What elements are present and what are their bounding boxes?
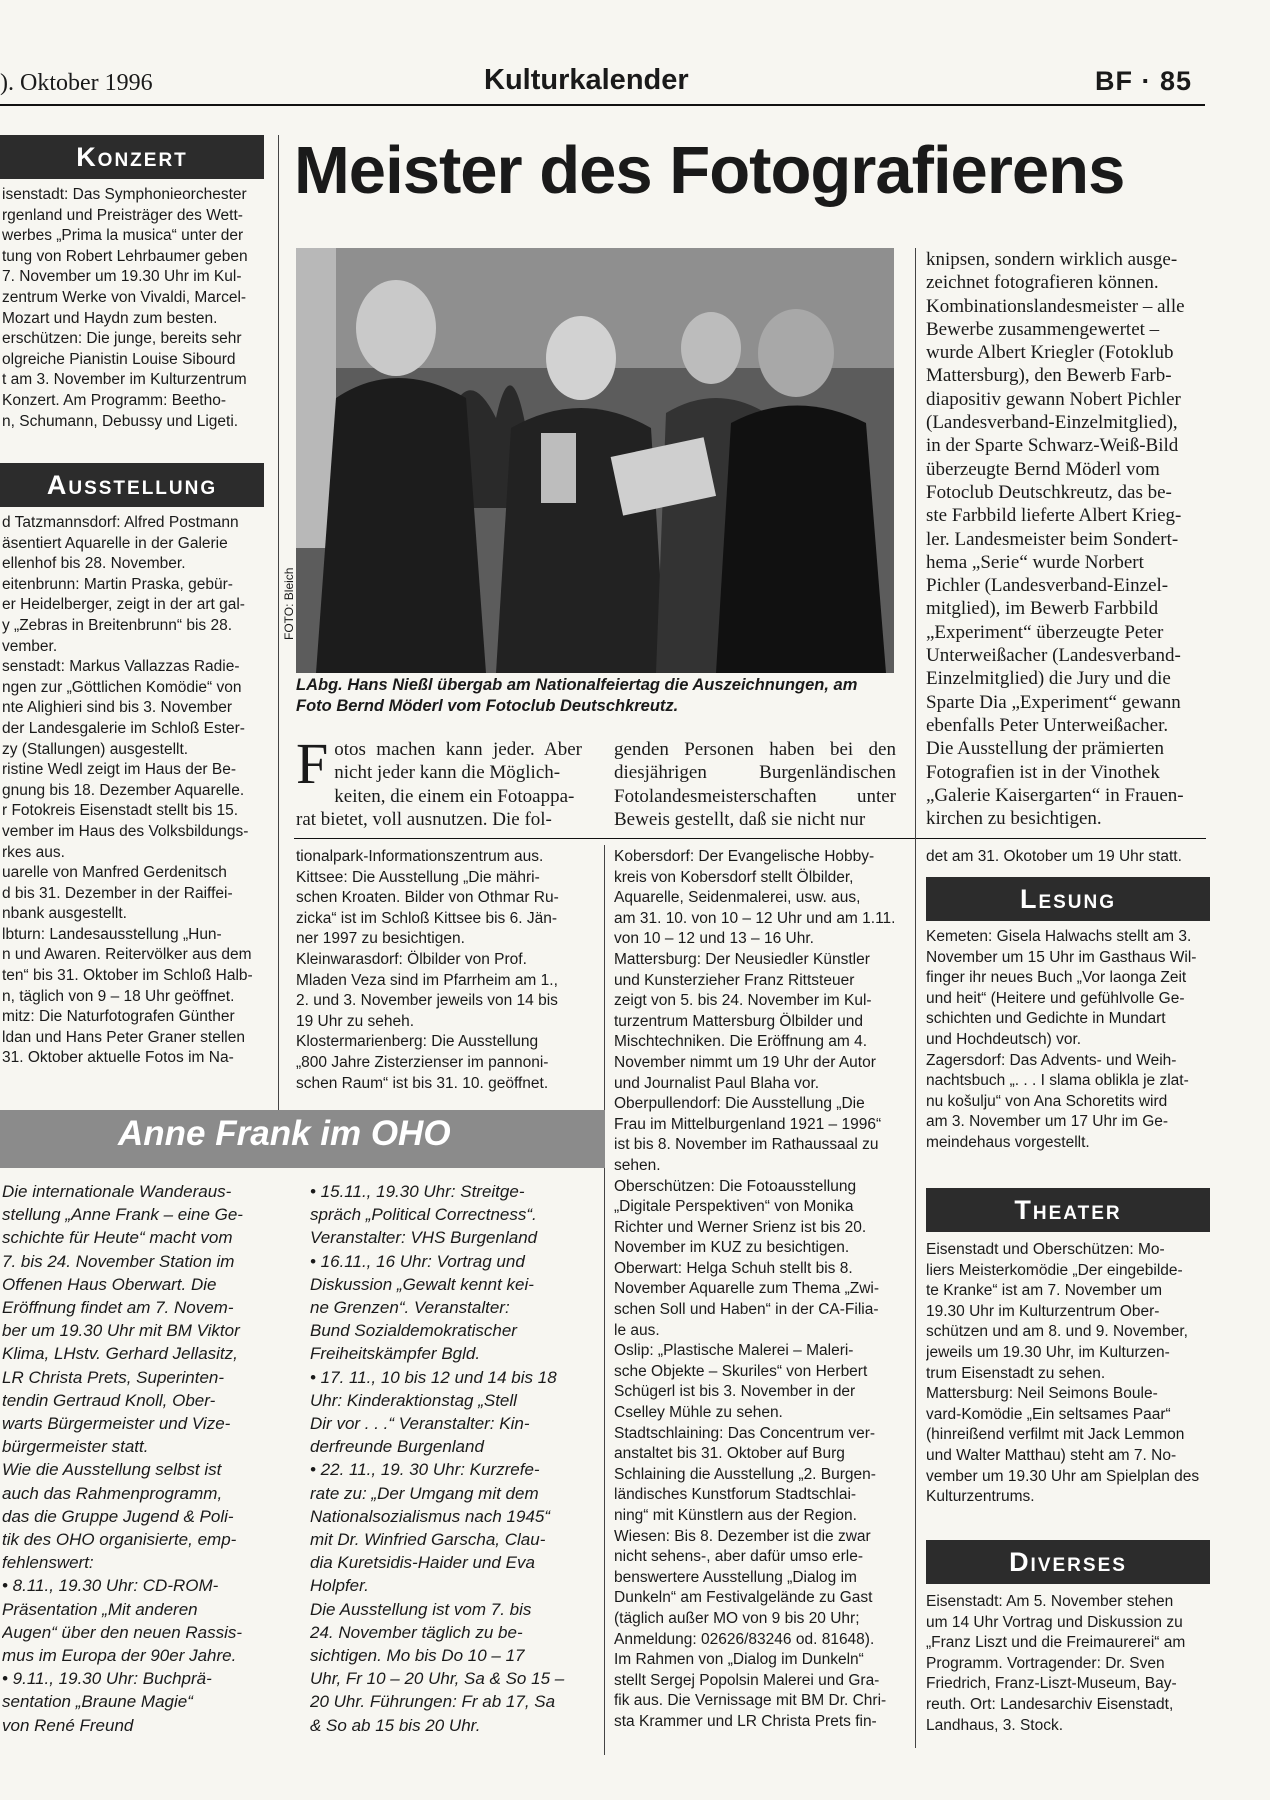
article-body-col1 — [296, 738, 582, 832]
konzert-text: isenstadt: Das Symphonieorchester rgenland und Preisträger des Wett- werbes „Prima la musica“ unter der tung von Robert Lehrbaumer geben 7. November um 19.30 Uhr im Kul- zentrum Werke von Vivaldi, Marcel- Mozart und Haydn zum besten. erschützen: Die junge, bereits sehr olgreiche Pianistin Louise Sibourd t am 3. November im Kulturzentrum Konzert. Am Programm: Beetho- n, Schumann, Debussy und Ligeti. — [2, 186, 248, 430]
listing-col-a: tionalpark-Informationszentrum aus. Kittsee: Die Ausstellung „Die mähri- schen Kroaten. Bilder von Othmar Ru- zicka“ ist im Schloß Kittsee bis 6. Jän- ner 1997 zu besichtigen. Kleinwarasdorf: Ölbilder von Prof. Mladen Veza sind im Pfarrheim am 1., 2. und 3. November jeweils von 14 bis 19 Uhr zu seheh. Klostermarienberg: Die Ausstellung „800 Jahre Zisterzienser im pannoni- schen Raum“ ist bis 31. 10. geöffnet. — [296, 848, 559, 1092]
konzert-heading: Konzert — [0, 135, 264, 179]
diverses-text: Eisenstadt: Am 5. November stehen um 14 Uhr Vortrag und Diskussion zu „Franz Liszt und die Freimaurerei“ am Programm. Vortragender: Dr. Sven Friedrich, Franz-Liszt-Museum, Bay- reuth. Ort: Landesarchiv Eisenstadt, Landhaus, 3. Stock. — [926, 1593, 1186, 1734]
anne-frank-col2: • 15.11., 19.30 Uhr: Streitge- spräch „Political Correctness“. Veranstalter: VHS Burgenland • 16.11., 16 Uhr: Vortrag und Diskussion „Gewalt kennt kei- ne Grenzen“. Veranstalter: Bund Sozialdemokratischer Freiheitskämpfer Bgld. • 17. 11., 10 bis 12 und 14 bis 18 Uhr: Kinderaktionstag „Stell Dir vor . . .“ Veranstalter: Kin- derfreunde Burgenland • 22. 11., 19. 30 Uhr: Kurzrefe- rate zu: „Der Umgang mit dem Nationalsozialismus nach 1945“ mit Dr. Winfried Garscha, Clau- dia Kuretsidis-Haider und Eva Holpfer. Die Ausstellung ist vom 7. bis 24. November täglich zu be- sichtigen. Mo bis Do 10 – 17 Uhr, Fr 10 – 20 Uhr, Sa & So 15 – 20 Uhr. Führungen: Fr ab 17, Sa & So ab 15 bis 20 Uhr. — [310, 1182, 565, 1735]
award-photo — [296, 248, 894, 673]
page-number: BF · 85 — [1095, 66, 1193, 96]
article-headline: Meister des Fotografierens — [294, 133, 1125, 208]
anne-frank-title: Anne Frank im OHO — [118, 1114, 451, 1153]
photo-credit: FOTO: Bleich — [282, 567, 296, 640]
column-divider — [604, 845, 605, 1755]
article-dropcap: F — [296, 738, 329, 796]
lesung-text: Kemeten: Gisela Halwachs stellt am 3. November um 15 Uhr im Gasthaus Wil- finger ihr neues Buch „Vor laonga Zeit und heit“ (Heitere und gefühlvolle Ge- schichten und Gedichte in Mundart und Hochdeutsch) vor. Zagersdorf: Das Advents- und Weih- nachtsbuch „. . . I slama oblikla je zlat- nu košulju“ von Ana Schoretits wird am 3. November um 17 Uhr im Ge- meindehaus vorgestellt. — [926, 928, 1197, 1151]
issue-date: ). Oktober 1996 — [0, 70, 153, 96]
article-body-col3: knipsen, sondern wirklich ausge- zeichnet fotografieren können. Kombinationslandesmeister – alle Bewerbe zusammengewertet – wurde Albert Kriegler (Fotoklub Mattersburg), den Bewerb Farb- diapositiv gewann Nobert Pichler (Landesverband-Einzelmitglied), in der Sparte Schwarz-Weiß-Bild überzeugte Bernd Möderl vom Fotoclub Deutschkreutz, das be- ste Farbbild lieferte Albert Krieg- ler. Landesmeister beim Sondert- hema „Serie“ wurde Norbert Pichler (Landesverband-Einzel- mitglied), im Bewerb Farbbild „Experiment“ überzeugte Peter Unterweißacher (Landesverband- Einzelmitglied) die Jury und die Sparte Dia „Experiment“ gewann ebenfalls Peter Unterweißacher. Die Ausstellung der prämierten Fotografien ist in der Vinothek „Galerie Kaisergarten“ in Frauen- kirchen zu besichtigen. — [926, 249, 1185, 830]
section-title: Kulturkalender — [484, 64, 689, 96]
listing-col-b: Kobersdorf: Der Evangelische Hobby- kreis von Kobersdorf stellt Ölbilder, Aquarelle, Seidenmalerei, usw. aus, am 31. 10. von 10 – 12 Uhr und am 1.11. von 10 – 12 und 13 – 16 Uhr. Mattersburg: Der Neusiedler Künstler und Kunsterzieher Franz Rittsteuer zeigt von 5. bis 24. November im Kul- turzentrum Mattersburg Ölbilder und Mischtechniken. Die Eröffnung am 4. November nimmt um 19 Uhr der Autor und Journalist Paul Blaha vor. Oberpullendorf: Die Ausstellung „Die Frau im Mittelburgenland 1921 – 1996“ ist bis 8. November im Rathaussaal zu sehen. Oberschützen: Die Fotoausstellung „Digitale Perspektiven“ von Monika Richter und Werner Srienz ist bis 20. November im KUZ zu besichtigen. Oberwart: Helga Schuh stellt bis 8. November Aquarelle zum Thema „Zwi- schen Soll und Haben“ in der CA-Filia- le aus. Oslip: „Plastische Malerei – Maleri- sche Objekte – Skuriles“ von Herbert Schügerl ist bis 3. November in der Cselley Mühle zu sehen. Stadtschlaining: Das Concentrum ver- anstaltet bis 31. Oktober auf Burg Schlaining die Ausstellung „2. Burgen- ländisches Kunstforum Stadtschlai- ning“ mit Künstlern aus der Region. Wiesen: Bis 8. Dezember ist die zwar nicht sehens-, aber dafür umso erle- benswertere Ausstellung „Dialog im Dunkeln“ am Festivalgelände zu Gast (täglich außer MO von 9 bis 20 Uhr; Anmeldung: 02626/83246 od. 81648). Im Rahmen von „Dialog im Dunkeln“ stellt Sergej Popolsin Malerei und Gra- fik aus. Die Vernissage mit BM Dr. Chri- sta Krammer und LR Christa Prets fin- — [614, 848, 896, 1730]
right-intro: det am 31. Okotober um 19 Uhr statt. — [926, 848, 1182, 865]
article-bottom-rule — [294, 838, 1206, 839]
column-divider — [915, 248, 916, 1748]
lesung-heading: Lesung — [926, 877, 1210, 921]
column-divider — [278, 135, 279, 1110]
ausstellung-heading: Ausstellung — [0, 463, 264, 507]
diverses-heading: Diverses — [926, 1540, 1210, 1584]
anne-frank-col1: Die internationale Wanderaus- stellung „Anne Frank – eine Ge- schichte für Heute“ macht vom 7. bis 24. November Station im Offenen Haus Oberwart. Die Eröffnung findet am 7. Novem- ber um 19.30 Uhr mit BM Viktor Klima, LHstv. Gerhard Jellasitz, LR Christa Prets, Superinten- tendin Gertraud Knoll, Ober- warts Bürgermeister und Vize- bürgermeister statt. Wie die Ausstellung selbst ist auch das Rahmenprogramm, das die Gruppe Jugend & Poli- tik des OHO organisierte, emp- fehlenswert: • 8.11., 19.30 Uhr: CD-ROM- Präsentation „Mit anderen Augen“ über den neuen Rassis- mus im Europa der 90er Jahre. • 9.11., 19.30 Uhr: Buchprä- sentation „Braune Magie“ von René Freund — [2, 1182, 243, 1735]
ausstellung-text: d Tatzmannsdorf: Alfred Postmann äsentiert Aquarelle in der Galerie ellenhof bis 28. November. eitenbrunn: Martin Praska, gebür- er Heidelberger, zeigt in der art gal- y „Zebras in Breitenbrunn“ bis 28. vember. senstadt: Markus Vallazzas Radie- ngen zur „Göttlichen Komödie“ von nte Alighieri sind bis 3. November der Landesgalerie im Schloß Ester- zy (Stallungen) ausgestellt. ristine Wedl zeigt im Haus der Be- gnung bis 18. Dezember Aquarelle. r Fotokreis Eisenstadt stellt bis 15. vember im Haus des Volksbildungs- rkes aus. uarelle von Manfred Gerdenitsch d bis 31. Dezember in der Raiffei- nbank ausgestellt. lbturn: Landesausstellung „Hun- n und Awaren. Reitervölker aus dem ten“ bis 31. Oktober im Schloß Halb- n, täglich von 9 – 18 Uhr geöffnet. mitz: Die Naturfotografen Günther ldan und Hans Peter Graner stellen 31. Oktober aktuelle Fotos im Na- — [2, 514, 253, 1067]
article-body-col2: genden Personen haben bei den diesjährigen Burgenländischen Fotolandesmeisterschaften unter Beweis gestellt, daß sie nicht nur — [614, 739, 896, 830]
theater-heading: Theater — [926, 1188, 1210, 1232]
article-body-col1-text: otos machen kann jeder. Aber nicht jeder kann die Möglich- keiten, die einem ein Fotoappa- rat bietet, voll ausnutzen. Die fol- — [296, 739, 582, 830]
photo-caption: LAbg. Hans Nießl übergab am Nationalfeiertag die Auszeichnungen, am Foto Bernd Möderl vom Fotoclub Deutschkreutz. — [296, 676, 858, 715]
header-rule — [0, 104, 1205, 106]
theater-text: Eisenstadt und Oberschützen: Mo- liers Meisterkomödie „Der eingebilde- te Kranke“ ist am 7. November um 19.30 Uhr im Kulturzentrum Ober- schützen und am 8. und 9. November, jeweils um 19.30 Uhr, im Kulturzen- trum Eisenstadt zu sehen. Mattersburg: Neil Seimons Boule- vard-Komödie „Ein seltsames Paar“ (hinreißend verfilmt mit Jack Lemmon und Walter Matthau) steht am 7. No- vember um 19.30 Uhr am Spielplan des Kulturzentrums. — [926, 1241, 1200, 1506]
